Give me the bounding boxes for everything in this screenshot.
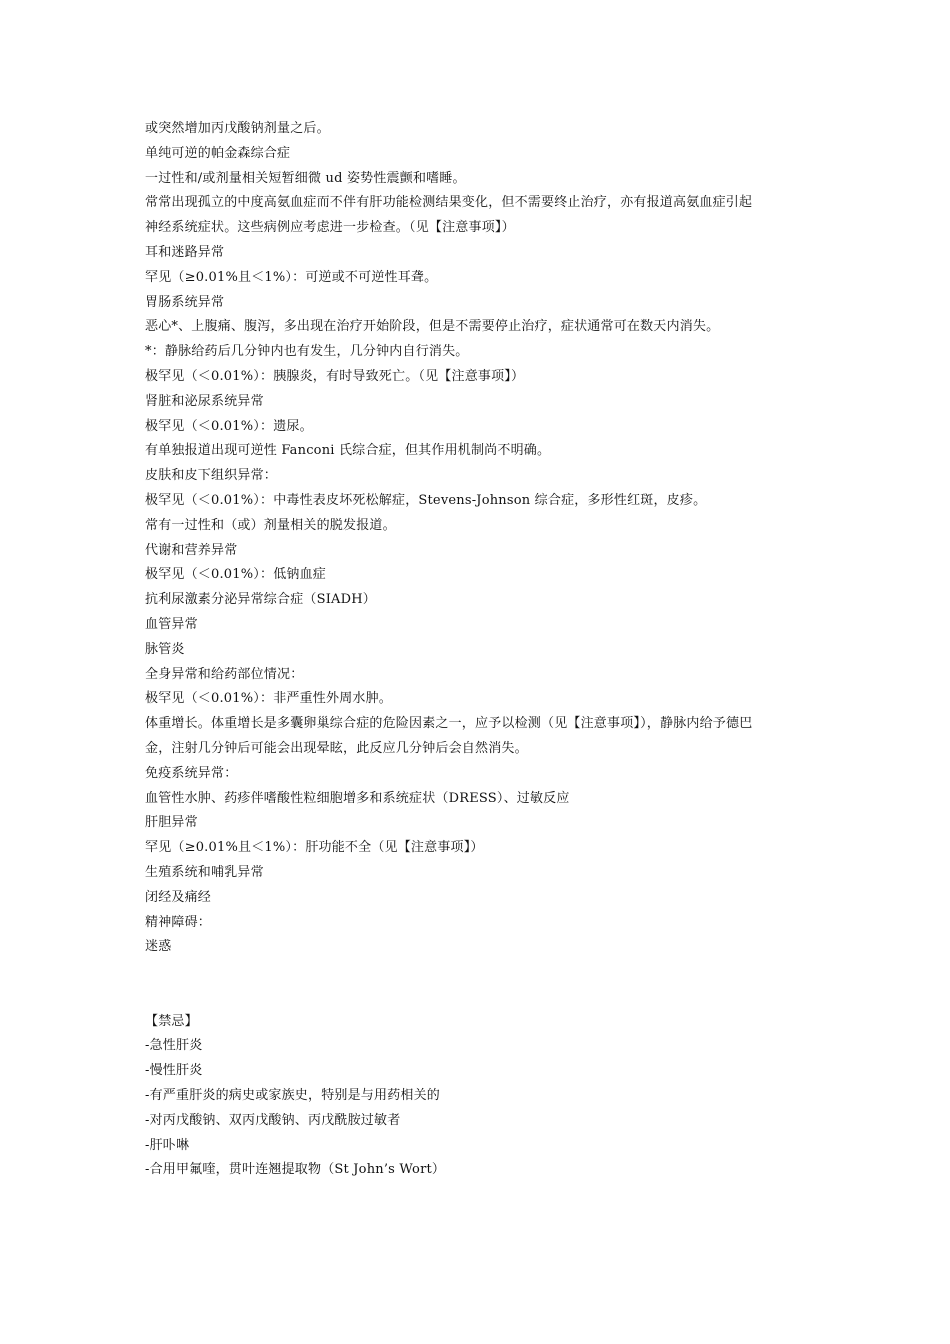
text-line: 血管性水肿、药疹伴嗜酸性粒细胞增多和系统症状（DRESS）、过敏反应 bbox=[145, 790, 570, 806]
text-line: 极罕见（＜0.01%）：胰腺炎，有时导致死亡。（见【注意事项】） bbox=[145, 368, 525, 384]
text-line: 脉管炎 bbox=[145, 641, 185, 657]
subheading: 血管异常 bbox=[145, 616, 198, 632]
text-line: 恶心*、上腹痛、腹泻，多出现在治疗开始阶段，但是不需要停止治疗，症状通常可在数天内消失。 bbox=[145, 319, 720, 335]
subheading: 全身异常和给药部位情况： bbox=[145, 666, 304, 682]
list-item: -慢性肝炎 bbox=[145, 1063, 203, 1079]
text-line: 有单独报道出现可逆性 Fanconi 氏综合症，但其作用机制尚不明确。 bbox=[145, 443, 551, 459]
text-line: 闭经及痛经 bbox=[145, 889, 212, 905]
list-item: -急性肝炎 bbox=[145, 1038, 203, 1054]
list-item: -肝卟啉 bbox=[145, 1137, 190, 1153]
subheading: 皮肤和皮下组织异常： bbox=[145, 468, 278, 484]
text-line: 常常出现孤立的中度高氨血症而不伴有肝功能检测结果变化，但不需要终止治疗，亦有报道高氨血症引起 bbox=[145, 195, 753, 211]
subheading: 生殖系统和哺乳异常 bbox=[145, 864, 264, 880]
list-item: -有严重肝炎的病史或家族史，特别是与用药相关的 bbox=[145, 1088, 440, 1104]
subheading: 精神障碍： bbox=[145, 914, 212, 930]
text-line: 罕见（≥0.01%且＜1%）：可逆或不可逆性耳聋。 bbox=[145, 269, 438, 285]
text-line: 极罕见（＜0.01%）：低钠血症 bbox=[145, 567, 326, 583]
text-line: 极罕见（＜0.01%）：遗尿。 bbox=[145, 418, 313, 434]
section-spacer bbox=[145, 960, 825, 1010]
text-line: 罕见（≥0.01%且＜1%）：肝功能不全（见【注意事项】） bbox=[145, 840, 484, 856]
footnote-line: *：静脉给药后几分钟内也有发生，几分钟内自行消失。 bbox=[145, 344, 469, 360]
text-line: 金，注射几分钟后可能会出现晕眩，此反应几分钟后会自然消失。 bbox=[145, 740, 528, 756]
text-line: 迷惑 bbox=[145, 939, 172, 955]
text-line: 常有一过性和（或）剂量相关的脱发报道。 bbox=[145, 517, 396, 533]
text-line: 神经系统症状。这些病例应考虑进一步检查。（见【注意事项】） bbox=[145, 220, 515, 236]
subheading: 胃肠系统异常 bbox=[145, 294, 225, 310]
subheading: 代谢和营养异常 bbox=[145, 542, 238, 558]
text-line: 极罕见（＜0.01%）：非严重性外周水肿。 bbox=[145, 691, 392, 707]
subheading: 肝胆异常 bbox=[145, 815, 198, 831]
subheading: 免疫系统异常： bbox=[145, 765, 238, 781]
document-body bbox=[145, 117, 825, 1183]
subheading: 肾脏和泌尿系统异常 bbox=[145, 393, 264, 409]
list-item: -合用甲氟喹，贯叶连翘提取物（St John’s Wort） bbox=[145, 1162, 446, 1178]
adverse-reactions-section bbox=[145, 117, 825, 960]
list-item: -对丙戊酸钠、双丙戊酸钠、丙戊酰胺过敏者 bbox=[145, 1112, 401, 1128]
text-line: 极罕见（＜0.01%）：中毒性表皮坏死松解症，Stevens-Johnson 综合症，多形性红斑，皮疹。 bbox=[145, 492, 707, 508]
text-line: 体重增长。体重增长是多囊卵巢综合症的危险因素之一，应予以检测（见【注意事项】），静脉内给予德巴 bbox=[145, 716, 753, 732]
text-line: 一过性和/或剂量相关短暂细微 ud 姿势性震颤和嗜睡。 bbox=[145, 170, 466, 186]
section-heading: 【禁忌】 bbox=[145, 1013, 198, 1029]
subheading: 耳和迷路异常 bbox=[145, 244, 225, 260]
subheading: 单纯可逆的帕金森综合症 bbox=[145, 145, 291, 161]
text-line: 或突然增加丙戊酸钠剂量之后。 bbox=[145, 121, 330, 136]
text-line: 抗利尿激素分泌异常综合症（SIADH） bbox=[145, 592, 376, 608]
contraindications-section bbox=[145, 1010, 825, 1184]
